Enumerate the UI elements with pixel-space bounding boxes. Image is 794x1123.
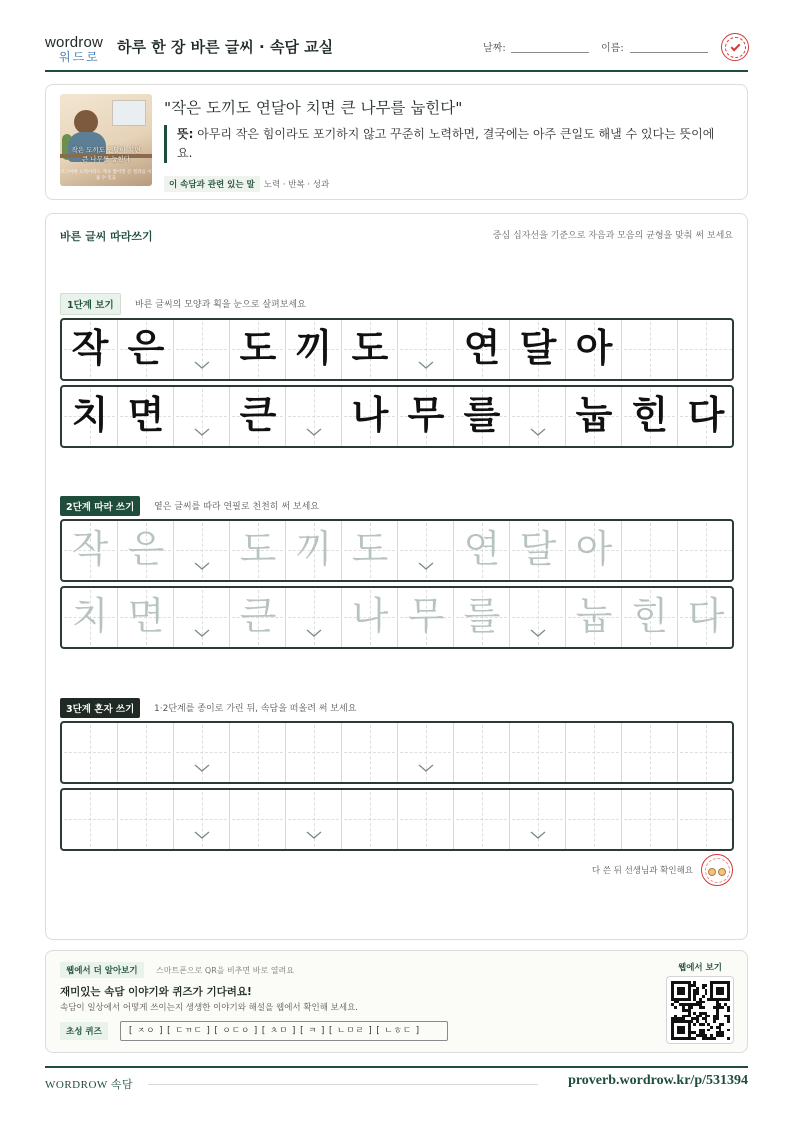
writing-cell — [174, 387, 230, 446]
writing-cell[interactable] — [622, 521, 678, 580]
date-label: 날짜: — [483, 43, 506, 54]
grid-character: 달 — [519, 527, 557, 571]
writing-cell[interactable] — [566, 588, 622, 647]
writing-cell[interactable] — [174, 521, 230, 580]
writing-cell[interactable] — [398, 790, 454, 849]
grid-character: 눕 — [575, 594, 613, 638]
grid-character: 은 — [127, 527, 165, 571]
space-mark-icon — [194, 830, 210, 840]
proverb-card — [45, 84, 748, 200]
meaning-label: 뜻: — [177, 127, 194, 141]
space-mark-icon — [306, 427, 322, 437]
writing-cell — [62, 320, 118, 379]
qr-tip: 스마트폰으로 QR을 비추면 바로 열려요 — [156, 966, 294, 975]
writing-cell[interactable] — [622, 723, 678, 782]
grid-character: 도 — [239, 326, 277, 370]
writing-cell[interactable] — [454, 790, 510, 849]
handwriting-practice-panel — [45, 213, 748, 940]
grid-character: 끼 — [295, 326, 333, 370]
writing-cell[interactable] — [230, 521, 286, 580]
grid-character: 달 — [519, 326, 557, 370]
space-mark-icon — [418, 561, 434, 571]
writing-cell — [454, 320, 510, 379]
page-title: 하루 한 장 바른 글씨 · 속담 교실 — [117, 38, 334, 56]
related-tag: 이 속담과 관련 있는 말 — [164, 176, 260, 192]
writing-cell — [510, 320, 566, 379]
writing-cell — [62, 387, 118, 446]
grid-character: 큰 — [239, 393, 277, 437]
grid-character: 은 — [127, 326, 165, 370]
proverb-text: "작은 도끼도 연달아 치면 큰 나무를 눕힌다" — [164, 99, 463, 117]
writing-cell[interactable] — [622, 790, 678, 849]
initial-quiz-box: [ ㅈㅇ ] [ ㄷㄲㄷ ] [ ㅇㄷㅇ ] [ ㅊㅁ ] [ ㅋ ] [ ㄴㅁㄹ ] [ ㄴㅎㄷ ] — [120, 1021, 448, 1041]
writing-cell — [118, 387, 174, 446]
grid-character: 작 — [71, 527, 109, 571]
logo-korean: 워드로 — [59, 50, 100, 64]
grid-character: 힌 — [631, 393, 669, 437]
related-word-list: 노력 · 반복 · 성과 — [263, 180, 330, 190]
grid-character: 치 — [71, 594, 109, 638]
space-mark-icon — [194, 561, 210, 571]
grid-character: 끼 — [295, 527, 333, 571]
writing-cell — [286, 387, 342, 446]
writing-cell — [230, 320, 286, 379]
writing-cell[interactable] — [286, 521, 342, 580]
writing-cell[interactable] — [454, 723, 510, 782]
writing-cell[interactable] — [342, 588, 398, 647]
grid-character: 연 — [463, 326, 501, 370]
writing-cell[interactable] — [510, 521, 566, 580]
footer-brand: WORDROW 속담 — [45, 1079, 134, 1091]
grid-character: 를 — [463, 594, 501, 638]
writing-cell[interactable] — [62, 790, 118, 849]
writing-cell[interactable] — [118, 521, 174, 580]
writing-grid-row[interactable] — [60, 519, 734, 582]
writing-cell[interactable] — [342, 790, 398, 849]
grid-character: 다 — [687, 594, 725, 638]
practice-title: 바른 글씨 따라쓰기 — [60, 230, 153, 243]
writing-cell — [566, 320, 622, 379]
writing-cell[interactable] — [566, 723, 622, 782]
grid-character: 도 — [351, 527, 389, 571]
writing-cell — [622, 320, 678, 379]
footer-rule — [148, 1084, 538, 1085]
writing-cell[interactable] — [62, 723, 118, 782]
writing-cell[interactable] — [678, 521, 734, 580]
teacher-stamp-icon — [701, 854, 733, 886]
grid-character: 치 — [71, 393, 109, 437]
web-more-section — [45, 950, 748, 1053]
grid-character: 아 — [575, 326, 613, 370]
writing-cell — [118, 320, 174, 379]
writing-cell[interactable] — [678, 790, 734, 849]
grid-character: 연 — [463, 527, 501, 571]
check-stamp-icon — [721, 33, 749, 61]
writing-cell[interactable] — [174, 588, 230, 647]
writing-cell — [398, 320, 454, 379]
writing-cell[interactable] — [62, 588, 118, 647]
space-mark-icon — [530, 628, 546, 638]
step1-badge: 1단계 보기 — [60, 293, 121, 315]
grid-character: 눕 — [575, 393, 613, 437]
writing-cell[interactable] — [230, 723, 286, 782]
writing-cell[interactable] — [566, 790, 622, 849]
teacher-check-note: 다 쓴 뒤 선생님과 확인해요 — [591, 866, 693, 876]
step2-badge: 2단계 따라 쓰기 — [60, 496, 140, 516]
writing-cell[interactable] — [398, 588, 454, 647]
grid-character: 를 — [463, 393, 501, 437]
space-mark-icon — [194, 763, 210, 773]
grid-character: 도 — [239, 527, 277, 571]
date-blank-line[interactable] — [511, 52, 589, 53]
space-mark-icon — [306, 628, 322, 638]
writing-cell[interactable] — [118, 588, 174, 647]
space-mark-icon — [306, 830, 322, 840]
writing-cell[interactable] — [454, 588, 510, 647]
writing-cell — [454, 387, 510, 446]
related-words — [164, 176, 329, 192]
grid-character: 아 — [575, 527, 613, 571]
step3-badge: 3단계 혼자 쓰기 — [60, 698, 140, 718]
step3-desc: 1·2단계를 종이로 가린 뒤, 속담을 떠올려 써 보세요 — [154, 704, 357, 714]
space-mark-icon — [530, 830, 546, 840]
step1-desc: 바른 글씨의 모양과 획을 눈으로 살펴보세요 — [135, 300, 306, 310]
writing-cell[interactable] — [622, 588, 678, 647]
writing-cell[interactable] — [118, 790, 174, 849]
web-more-tag: 웹에서 더 알아보기 — [60, 962, 144, 978]
wordrow-logo — [45, 34, 109, 64]
writing-cell[interactable] — [398, 521, 454, 580]
writing-grid-row[interactable] — [60, 721, 734, 784]
writing-cell[interactable] — [566, 521, 622, 580]
writing-cell[interactable] — [174, 723, 230, 782]
grid-character: 힌 — [631, 594, 669, 638]
proverb-meaning — [164, 125, 724, 163]
writing-cell[interactable] — [286, 723, 342, 782]
practice-note: 중심 십자선을 기준으로 자음과 모음의 균형을 맞춰 써 보세요 — [492, 231, 733, 241]
grid-character: 나 — [351, 393, 389, 437]
writing-cell — [342, 387, 398, 446]
writing-cell[interactable] — [286, 790, 342, 849]
writing-cell[interactable] — [454, 521, 510, 580]
initial-quiz-label: 초성 퀴즈 — [60, 1022, 108, 1040]
writing-cell[interactable] — [230, 790, 286, 849]
writing-cell — [678, 320, 734, 379]
footer-divider — [45, 1066, 748, 1068]
writing-cell — [566, 387, 622, 446]
grid-character: 무 — [407, 393, 445, 437]
web-description: 속담이 일상에서 어떻게 쓰이는지 생생한 이야기와 해설을 웹에서 확인해 보세요. — [60, 1003, 358, 1013]
writing-cell[interactable] — [174, 790, 230, 849]
writing-cell — [678, 387, 734, 446]
writing-cell — [622, 387, 678, 446]
writing-cell — [230, 387, 286, 446]
writing-grid-row — [60, 318, 734, 381]
writing-cell[interactable] — [286, 588, 342, 647]
thumbnail-caption: 작은 도끼도 연달아 치면 큰 나무를 눕힌다 — [71, 146, 141, 163]
worksheet-header — [45, 30, 748, 72]
web-headline: 재미있는 속담 이야기와 퀴즈가 기다려요! — [60, 986, 252, 998]
writing-cell[interactable] — [678, 588, 734, 647]
writing-grid-row[interactable] — [60, 586, 734, 649]
writing-cell[interactable] — [510, 790, 566, 849]
space-mark-icon — [418, 763, 434, 773]
writing-cell[interactable] — [342, 521, 398, 580]
grid-character: 큰 — [239, 594, 277, 638]
writing-cell[interactable] — [230, 588, 286, 647]
qr-code[interactable] — [666, 976, 734, 1044]
writing-cell[interactable] — [342, 723, 398, 782]
grid-character: 도 — [351, 326, 389, 370]
writing-cell[interactable] — [510, 588, 566, 647]
step2-desc: 옅은 글씨를 따라 연필로 천천히 써 보세요 — [154, 502, 319, 512]
writing-cell[interactable] — [678, 723, 734, 782]
writing-cell[interactable] — [398, 723, 454, 782]
writing-grid-row — [60, 385, 734, 448]
writing-cell — [174, 320, 230, 379]
logo-wordmark: wordrow — [45, 34, 104, 51]
space-mark-icon — [194, 628, 210, 638]
name-label: 이름: — [601, 43, 624, 54]
grid-character: 면 — [127, 393, 165, 437]
qr-title: 웹에서 보기 — [678, 963, 723, 973]
writing-cell[interactable] — [510, 723, 566, 782]
writing-cell — [398, 387, 454, 446]
writing-cell — [286, 320, 342, 379]
footer-url[interactable]: proverb.wordrow.kr/p/531394 — [568, 1073, 748, 1088]
thumbnail-subcaption: 조그마한 노력이라도 계속 쌓이면 큰 결과를 이룰 수 있음 — [60, 170, 152, 181]
writing-cell[interactable] — [62, 521, 118, 580]
writing-grid-row[interactable] — [60, 788, 734, 851]
space-mark-icon — [530, 427, 546, 437]
writing-cell — [510, 387, 566, 446]
grid-character: 나 — [351, 594, 389, 638]
writing-cell — [342, 320, 398, 379]
name-blank-line[interactable] — [630, 52, 708, 53]
grid-character: 무 — [407, 594, 445, 638]
illustration-thumbnail — [60, 94, 152, 186]
writing-cell[interactable] — [118, 723, 174, 782]
grid-character: 면 — [127, 594, 165, 638]
meaning-text: 아무리 작은 힘이라도 포기하지 않고 꾸준히 노력하면, 결국에는 아주 큰일도 해낼 수 있다는 뜻이에요. — [177, 127, 715, 160]
grid-character: 작 — [71, 326, 109, 370]
space-mark-icon — [194, 360, 210, 370]
space-mark-icon — [194, 427, 210, 437]
space-mark-icon — [418, 360, 434, 370]
grid-character: 다 — [687, 393, 725, 437]
